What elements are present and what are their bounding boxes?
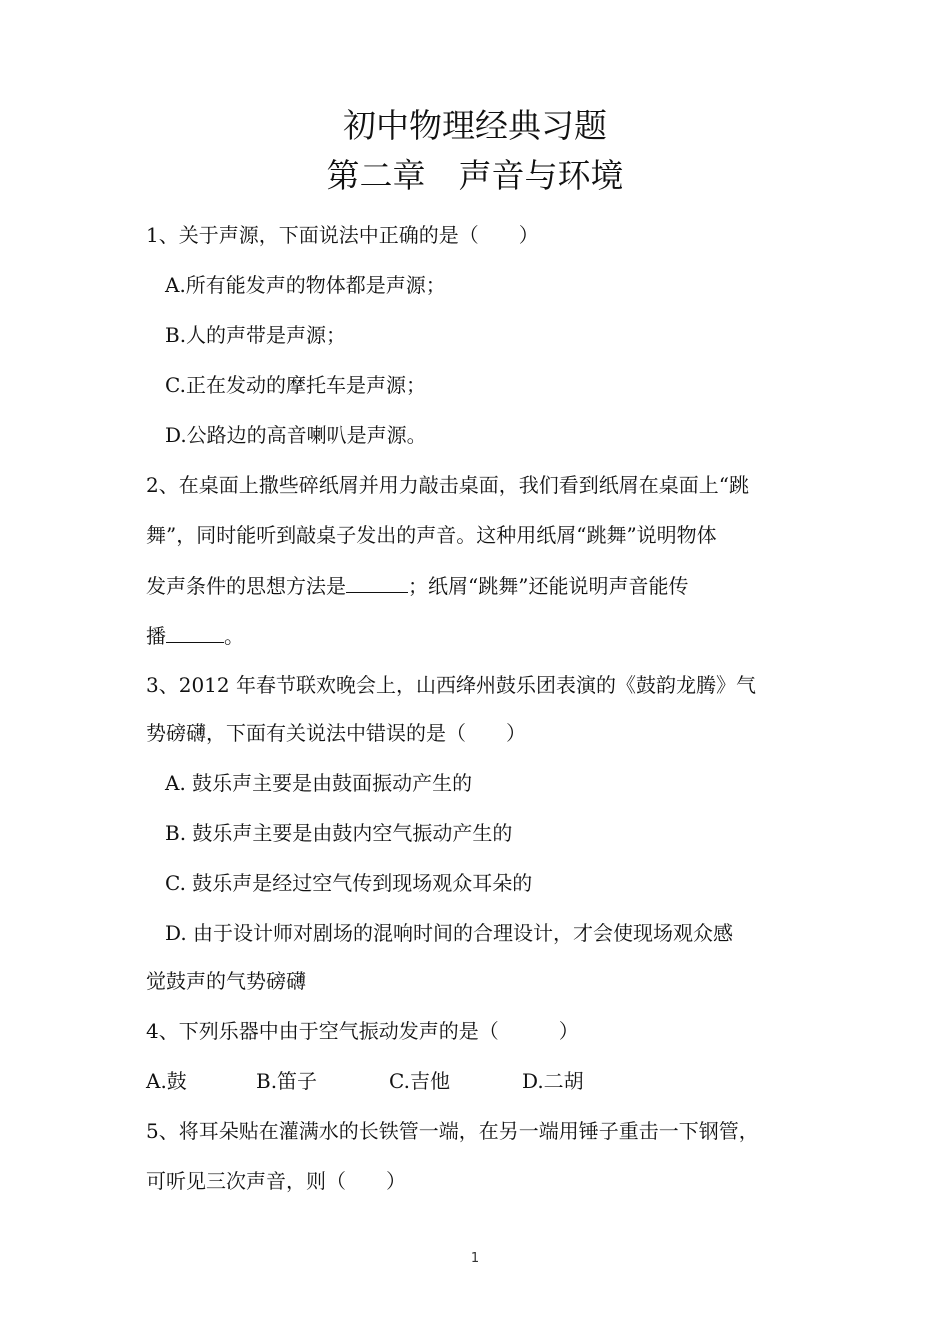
q2-line-2: 舞”，同时能听到敲桌子发出的声音。这种用纸屑“跳舞”说明物体: [146, 523, 717, 547]
q3-option-d-line-1: D. 由于设计师对剧场的混响时间的合理设计，才会使现场观众感: [165, 921, 734, 945]
q3-line-2: 势磅礴，下面有关说法中错误的是（ ）: [146, 721, 526, 745]
q1-option-b: B.人的声带是声源；: [165, 323, 347, 347]
q4-option-c: C.吉他: [389, 1069, 450, 1093]
q4-option-d: D.二胡: [522, 1069, 584, 1093]
q1-option-c: C.正在发动的摩托车是声源；: [165, 373, 426, 397]
q2-blank-2: [166, 622, 224, 643]
q4-stem: 4、下列乐器中由于空气振动发声的是（ ）: [146, 1019, 579, 1043]
q1-option-a: A.所有能发声的物体都是声源；: [165, 273, 446, 297]
q2-line-3-text-a: 发声条件的思想方法是: [146, 574, 346, 598]
q5-line-2: 可听见三次声音，则（ ）: [146, 1169, 406, 1193]
q1-stem: 1、关于声源，下面说法中正确的是（ ）: [146, 223, 539, 247]
page-number: 1: [470, 1251, 480, 1266]
q3-line-1: 3、2012 年春节联欢晚会上，山西绛州鼓乐团表演的《鼓韵龙腾》气: [146, 673, 756, 697]
q2-line-1: 2、在桌面上撒些碎纸屑并用力敲击桌面，我们看到纸屑在桌面上“跳: [146, 473, 749, 497]
q2-line-4-text-b: 。: [224, 624, 244, 648]
q1-option-d: D.公路边的高音喇叭是声源。: [165, 423, 427, 447]
q2-line-4-text-a: 播: [146, 624, 166, 648]
q4-option-a: A.鼓: [146, 1069, 187, 1093]
q3-option-a: A. 鼓乐声主要是由鼓面振动产生的: [165, 771, 473, 795]
q3-option-c: C. 鼓乐声是经过空气传到现场观众耳朵的: [165, 871, 533, 895]
q3-option-d-line-2: 觉鼓声的气势磅礴: [146, 969, 306, 993]
q2-line-4: [146, 622, 244, 649]
title-main: 初中物理经典习题: [343, 106, 607, 145]
q3-option-b: B. 鼓乐声主要是由鼓内空气振动产生的: [165, 821, 513, 845]
q2-line-3-text-b: ；纸屑“跳舞”还能说明声音能传: [408, 574, 689, 598]
q4-option-b: B.笛子: [256, 1069, 318, 1093]
q5-line-1: 5、将耳朵贴在灌满水的长铁管一端，在另一端用锤子重击一下钢管，: [146, 1119, 759, 1143]
q2-line-3: [146, 572, 688, 599]
title-chapter: 第二章 声音与环境: [326, 156, 624, 195]
q2-blank-1: [346, 572, 408, 593]
